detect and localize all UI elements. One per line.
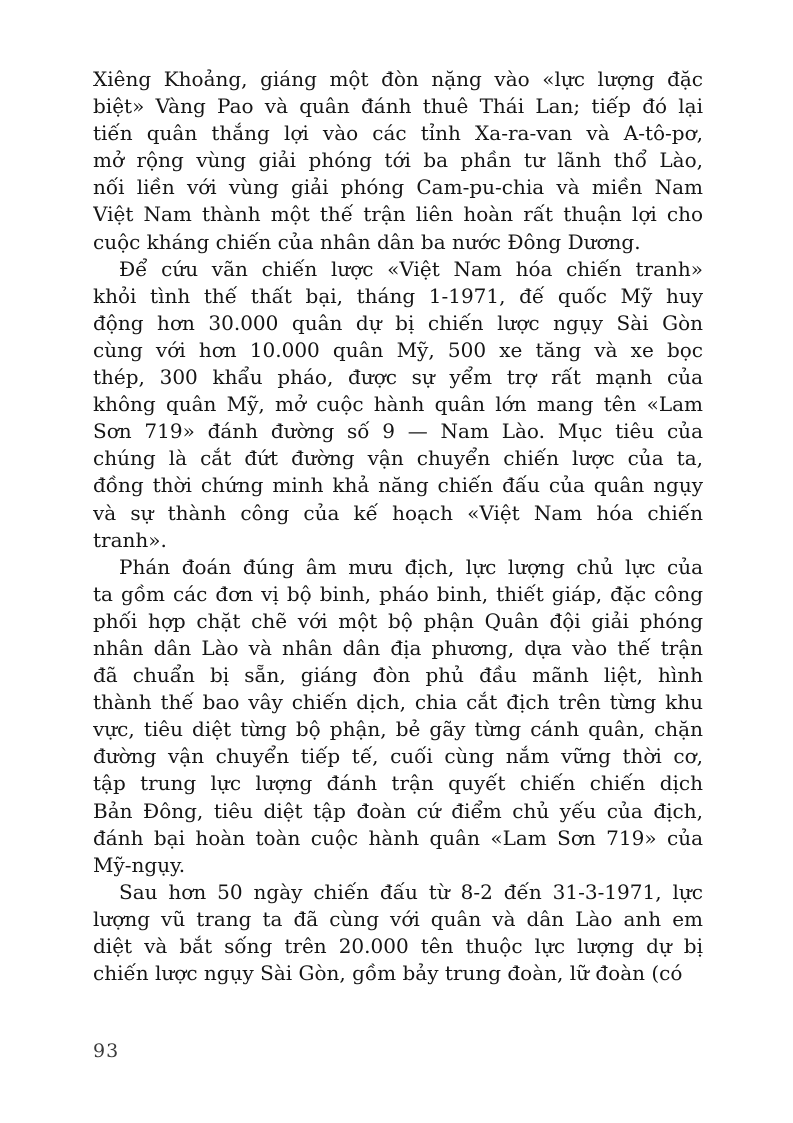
text-line: diệt và bắt sống trên 20.000 tên thuộc lực lượng dự bị	[93, 934, 703, 958]
text-line: Sơn 719» đánh đường số 9 — Nam Lào. Mục tiêu của	[93, 419, 703, 444]
text-line: chúng là cắt đứt đường vận chuyển chiến lược của ta,	[93, 446, 703, 471]
text-line: động hơn 30.000 quân dự bị chiến lược ngụy Sài Gòn	[93, 310, 703, 335]
text-line: cuộc kháng chiến của nhân dân ba nước Đông Dương.	[93, 229, 641, 254]
text-line: ta gồm các đơn vị bộ binh, pháo binh, thiết giáp, đặc công	[93, 581, 703, 606]
text-line: Phán đoán đúng âm mưu địch, lực lượng chủ lực của	[119, 554, 703, 579]
text-line: và sự thành công của kế hoạch «Việt Nam hóa chiến	[93, 500, 703, 525]
text-line: đồng thời chứng minh khả năng chiến đấu của quân ngụy	[93, 473, 703, 498]
paragraph	[93, 66, 703, 256]
text-line: Việt Nam thành một thế trận liên hoàn rất thuận lợi cho	[93, 202, 703, 227]
paragraph	[93, 554, 703, 879]
text-line: tranh».	[93, 527, 167, 552]
text-line: chiến lược ngụy Sài Gòn, gồm bảy trung đoàn, lữ đoàn (có	[93, 961, 683, 986]
text-line: đánh bại hoàn toàn cuộc hành quân «Lam Sơn 719» của	[93, 825, 703, 850]
text-line: Mỹ-ngụy.	[93, 852, 186, 877]
text-line: nối liền với vùng giải phóng Cam-pu-chia và miền Nam	[93, 175, 703, 200]
text-line: phối hợp chặt chẽ với một bộ phận Quân đội giải phóng	[93, 608, 703, 633]
text-line: đường vận chuyển tiếp tế, cuối cùng nắm vững thời cơ,	[93, 744, 703, 769]
paragraph	[93, 256, 703, 554]
text-line: mở rộng vùng giải phóng tới ba phần tư lãnh thổ Lào,	[93, 148, 703, 173]
text-line: vực, tiêu diệt từng bộ phận, bẻ gãy từng cánh quân, chặn	[93, 717, 703, 742]
text-line: đã chuẩn bị sẵn, giáng đòn phủ đầu mãnh liệt, hình	[93, 663, 703, 688]
text-line: Xiêng Khoảng, giáng một đòn nặng vào «lực lượng đặc	[93, 67, 703, 91]
text-line: khỏi tình thế thất bại, tháng 1-1971, đế quốc Mỹ huy	[93, 283, 703, 308]
text-line: thành thế bao vây chiến dịch, chia cắt địch trên từng khu	[93, 690, 703, 715]
text-line: Bản Đông, tiêu diệt tập đoàn cứ điểm chủ yếu của địch,	[93, 798, 703, 823]
text-line: không quân Mỹ, mở cuộc hành quân lớn mang tên «Lam	[93, 392, 703, 417]
text-line: tập trung lực lượng đánh trận quyết chiến chiến dịch	[93, 771, 703, 796]
text-line: cùng với hơn 10.000 quân Mỹ, 500 xe tăng và xe bọc	[93, 337, 703, 362]
text-line: lượng vũ trang ta đã cùng với quân và dân Lào anh em	[93, 906, 703, 931]
paragraph	[93, 879, 703, 987]
text-line: Sau hơn 50 ngày chiến đấu từ 8-2 đến 31-3-1971, lực	[119, 879, 703, 904]
text-line: Để cứu vãn chiến lược «Việt Nam hóa chiến tranh»	[119, 256, 703, 281]
body-text	[93, 66, 703, 987]
page-number: 93	[93, 1040, 120, 1062]
text-line: nhân dân Lào và nhân dân địa phương, dựa vào thế trận	[93, 635, 703, 660]
text-line: biệt» Vàng Pao và quân đánh thuê Thái Lan; tiếp đó lại	[93, 94, 703, 119]
text-line: tiến quân thắng lợi vào các tỉnh Xa-ra-van và A-tô-pơ,	[93, 121, 703, 146]
text-line: thép, 300 khẩu pháo, được sự yểm trợ rất mạnh của	[93, 365, 703, 390]
